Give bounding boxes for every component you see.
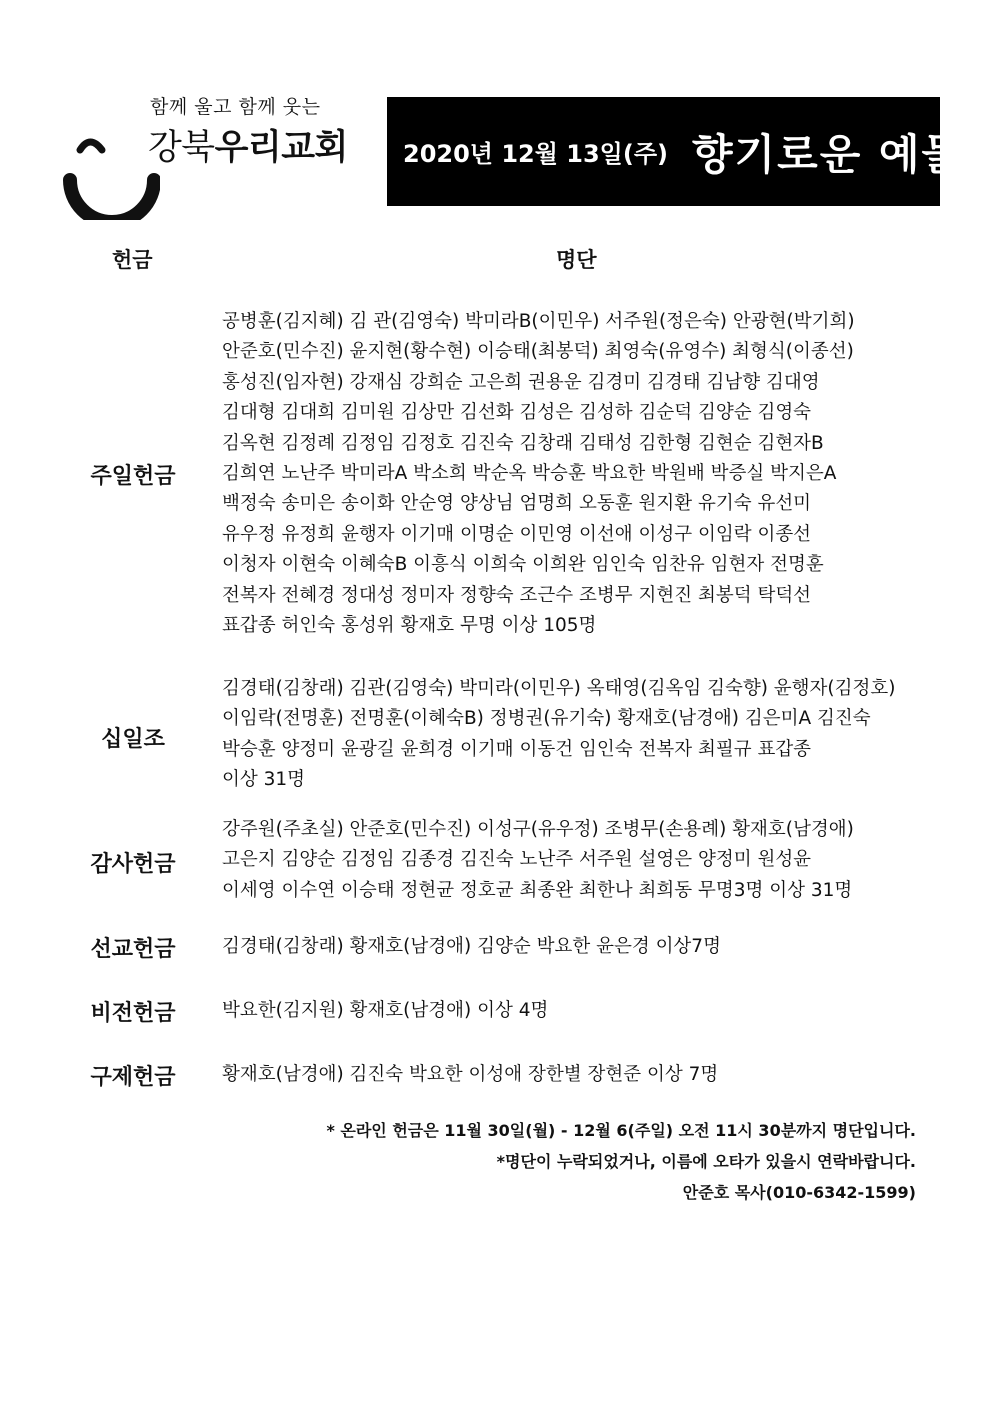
column-header-offering: 헌금 bbox=[112, 248, 153, 272]
name-line: 백정숙 송미은 송이화 안순영 양상님 엄명희 오동훈 원지환 유기숙 유선미 bbox=[222, 493, 812, 515]
name-line: 전복자 전혜경 정대성 정미자 정향숙 조근수 조병무 지현진 최봉덕 탁덕선 bbox=[222, 584, 812, 606]
name-line: 이세영 이수연 이승태 정현균 정호균 최종완 최한나 최희동 무명3명 이상 31명 bbox=[222, 879, 853, 901]
name-line: 강주원(주초실) 안준호(민수진) 이성구(유우정) 조병무(손용례) 황재호(남경애) bbox=[222, 819, 854, 840]
name-list bbox=[222, 815, 957, 906]
section-label: 감사헌금 bbox=[90, 852, 176, 877]
name-line: 유우정 유정희 윤행자 이기매 이명순 이민영 이선애 이성구 이임락 이종선 bbox=[222, 523, 812, 545]
column-header-names: 명단 bbox=[556, 248, 597, 272]
name-line: 김옥현 김정례 김정임 김정호 김진숙 김창래 김태성 김한형 김현순 김현자B bbox=[222, 432, 824, 454]
logo-mark-icon bbox=[60, 110, 160, 224]
pastor-contact: 안준호 목사(010-6342-1599) bbox=[682, 1183, 916, 1202]
logo-tagline: 함께 울고 함께 웃는 bbox=[150, 96, 321, 118]
section-label: 비전헌금 bbox=[90, 1001, 176, 1026]
name-line: 이청자 이현숙 이혜숙B 이흥식 이희숙 이희완 임인숙 임찬유 임현자 전명훈 bbox=[222, 554, 824, 576]
church-name bbox=[148, 120, 348, 170]
name-line: 공병훈(김지혜) 김 관(김영숙) 박미라B(이민우) 서주원(정은숙) 안광현(박기희) bbox=[222, 311, 855, 332]
church-name-bold: 우리교회 bbox=[214, 128, 348, 168]
title-banner bbox=[387, 97, 965, 206]
correction-note: *명단이 누락되었거나, 이름에 오타가 있을시 연락바랍니다. bbox=[496, 1152, 916, 1171]
name-line: 황재호(남경애) 김진숙 박요한 이성애 장한별 장현준 이상 7명 bbox=[222, 1064, 719, 1085]
name-line: 김대형 김대희 김미원 김상만 김선화 김성은 김성하 김순덕 김양순 김영숙 bbox=[222, 402, 812, 424]
church-name-prefix: 강북 bbox=[148, 128, 215, 168]
section-label: 십일조 bbox=[101, 727, 165, 752]
name-line: 김희연 노난주 박미라A 박소희 박순옥 박승훈 박요한 박원배 박증실 박지은A bbox=[222, 462, 837, 484]
name-list bbox=[222, 932, 957, 962]
name-line: 이상 31명 bbox=[222, 769, 306, 791]
online-offering-note: * 온라인 헌금은 11월 30일(월) - 12월 6(주일) 오전 11시 30분까지 명단입니다. bbox=[326, 1121, 916, 1140]
name-line: 고은지 김양순 김정임 김종경 김진숙 노난주 서주원 설영은 양정미 원성윤 bbox=[222, 849, 812, 871]
name-line: 김경태(김창래) 김관(김영숙) 박미라(이민우) 옥태영(김옥임 김숙향) 윤행자(김정호) bbox=[222, 678, 896, 699]
name-line: 이임락(전명훈) 전명훈(이혜숙B) 정병권(유기숙) 황재호(남경애) 김은미A 김진숙 bbox=[222, 708, 871, 730]
section-label: 구제헌금 bbox=[90, 1065, 176, 1090]
name-line: 박요한(김지원) 황재호(남경애) 이상 4명 bbox=[222, 1000, 549, 1021]
name-list bbox=[222, 1060, 957, 1090]
name-line: 안준호(민수진) 윤지현(황수현) 이승태(최봉덕) 최영숙(유영수) 최형식(이종선) bbox=[222, 341, 854, 363]
name-list bbox=[222, 674, 957, 796]
page-title: 향기로운 예물 bbox=[691, 129, 965, 179]
name-list bbox=[222, 307, 957, 641]
section-label: 주일헌금 bbox=[90, 464, 176, 489]
name-list bbox=[222, 996, 957, 1026]
name-line: 박승훈 양정미 윤광길 윤희경 이기매 이동건 임인숙 전복자 최필규 표갑종 bbox=[222, 738, 812, 760]
name-line: 홍성진(임자현) 강재심 강희순 고은희 권용운 김경미 김경태 김남향 김대영 bbox=[222, 371, 820, 393]
name-line: 김경태(김창래) 황재호(남경애) 김양순 박요한 윤은경 이상7명 bbox=[222, 936, 721, 957]
church-logo bbox=[60, 80, 360, 230]
section-label: 선교헌금 bbox=[90, 937, 176, 962]
name-line: 표갑종 허인숙 홍성위 황재호 무명 이상 105명 bbox=[222, 614, 597, 636]
service-date: 2020년 12월 13일(주) bbox=[403, 140, 668, 168]
